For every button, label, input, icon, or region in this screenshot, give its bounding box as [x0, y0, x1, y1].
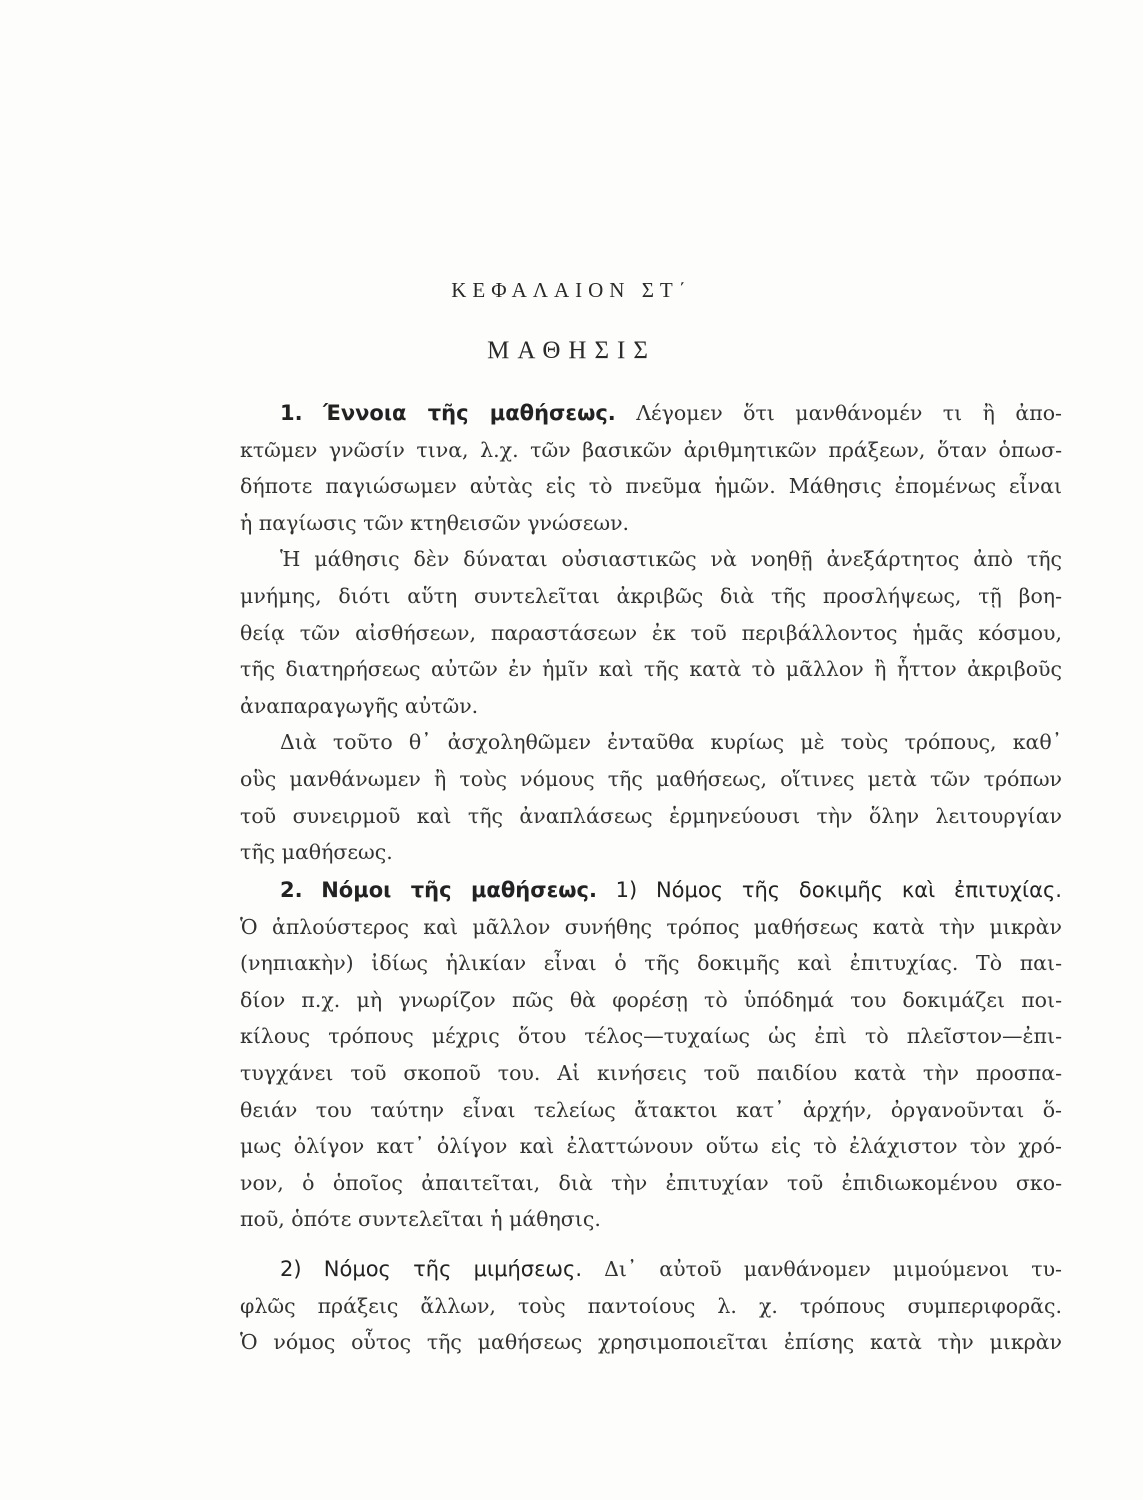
section-title: Νόμοι τῆς μαθήσεως.: [321, 878, 597, 902]
paragraph-line: τοῦ συνειρμοῦ καὶ τῆς ἀναπλάσεως ἑρμηνεύουσι τὴν ὅλην λειτουργίαν: [240, 803, 1062, 828]
section-law-2: [240, 1251, 1062, 1361]
paragraph-line: οὓς μανθάνωμεν ἢ τοὺς νόμους τῆς μαθήσεως, οἵτινες μετὰ τῶν τρόπων: [240, 766, 1062, 791]
paragraph-line: τῆς μαθήσεως.: [240, 840, 393, 865]
section-number: 1.: [280, 401, 303, 425]
paragraph-line: μνήμης, διότι αὕτη συντελεῖται ἀκριβῶς διὰ τῆς προσλήψεως, τῇ βοη-: [240, 583, 1062, 608]
paragraph-line: Ἡ μάθησις δὲν δύναται οὐσιαστικῶς νὰ νοηθῇ ἀνεξάρτητος ἀπὸ τῆς: [280, 547, 1062, 572]
paragraph-line: δήποτε παγιώσωμεν αὐτὰς εἰς τὸ πνεῦμα ἡμῶν. Μάθησις ἐπομένως εἶναι: [240, 474, 1062, 499]
chapter-heading: ΚΕΦΑΛΑΙΟΝ ΣΤ΄: [451, 278, 692, 302]
paragraph-line: φλῶς πράξεις ἄλλων, τοὺς παντοίους λ. χ. τρόπους συμπεριφορᾶς.: [240, 1293, 1062, 1318]
paragraph-line: ποῦ, ὁπότε συντελεῖται ἡ μάθησις.: [240, 1207, 601, 1232]
paragraph-line: θείᾳ τῶν αἰσθήσεων, παραστάσεων ἐκ τοῦ περιβάλλοντος ἡμᾶς κόσμου,: [240, 620, 1062, 645]
section-title: Έννοια τῆς μαθήσεως.: [323, 401, 616, 425]
paragraph-text: Δι᾿ αὐτοῦ μανθάνομεν μιμούμενοι τυ-: [604, 1257, 1062, 1281]
section-1: [240, 395, 1062, 871]
paragraph-line: (νηπιακὴν) ἰδίως ἡλικίαν εἶναι ὁ τῆς δοκιμῆς καὶ ἐπιτυχίας. Τὸ παι-: [240, 951, 1062, 976]
paragraph-line: τῆς διατηρήσεως αὐτῶν ἐν ἡμῖν καὶ τῆς κατὰ τὸ μᾶλλον ἢ ἧττον ἀκριβοῦς: [240, 657, 1062, 682]
paragraph-line: νον, ὁ ὁποῖος ἀπαιτεῖται, διὰ τὴν ἐπιτυχίαν τοῦ ἐπιδιωκομένου σκο-: [240, 1170, 1062, 1195]
law-title: 1) Νόμος τῆς δοκιμῆς καὶ ἐπιτυχίας.: [615, 878, 1062, 902]
paragraph-line: Διὰ τοῦτο θ᾿ ἀσχοληθῶμεν ἐνταῦθα κυρίως μὲ τοὺς τρόπους, καθ᾿: [280, 730, 1062, 755]
section-number: 2.: [280, 878, 303, 902]
paragraph-line: τυγχάνει τοῦ σκοποῦ του. Αἱ κινήσεις τοῦ παιδίου κατὰ τὴν προσπα-: [240, 1060, 1062, 1085]
paragraph-line: ἡ παγίωσις τῶν κτηθεισῶν γνώσεων.: [240, 510, 630, 535]
paragraph-line: [240, 1251, 1062, 1288]
paragraph-line: [240, 872, 1062, 909]
paragraph-line: Ὁ νόμος οὗτος τῆς μαθήσεως χρησιμοποιεῖται ἐπίσης κατὰ τὴν μικρὰν: [240, 1330, 1062, 1355]
paragraph-line: [240, 395, 1062, 432]
paragraph-line: ἀναπαραγωγῆς αὐτῶν.: [240, 693, 479, 718]
paragraph-line: Ὁ ἁπλούστερος καὶ μᾶλλον συνήθης τρόπος μαθήσεως κατὰ τὴν μικρὰν: [240, 914, 1062, 939]
paragraph-text: Λέγομεν ὅτι μανθάνομέν τι ἢ ἀπο-: [636, 401, 1062, 425]
paragraph-line: θειάν του ταύτην εἶναι τελείως ἄτακτοι κατ᾿ ἀρχήν, ὀργανοῦνται ὅ-: [240, 1097, 1062, 1122]
paragraph-line: δίον π.χ. μὴ γνωρίζον πῶς θὰ φορέσῃ τὸ ὑπόδημά του δοκιμάζει ποι-: [240, 987, 1062, 1012]
law-title: 2) Νόμος τῆς μιμήσεως.: [280, 1257, 583, 1281]
paragraph-line: κίλους τρόπους μέχρις ὅτου τέλος—τυχαίως ὡς ἐπὶ τὸ πλεῖστον—ἐπι-: [240, 1024, 1062, 1049]
paragraph-line: μως ὀλίγον κατ᾿ ὀλίγον καὶ ἐλαττώνουν οὕτω εἰς τὸ ἐλάχιστον τὸν χρό-: [240, 1134, 1062, 1159]
section-2: [240, 872, 1062, 1238]
chapter-title: ΜΑΘΗΣΙΣ: [487, 337, 656, 364]
paragraph-line: κτῶμεν γνῶσίν τινα, λ.χ. τῶν βασικῶν ἀριθμητικῶν πράξεων, ὅταν ὁπωσ-: [240, 437, 1062, 462]
